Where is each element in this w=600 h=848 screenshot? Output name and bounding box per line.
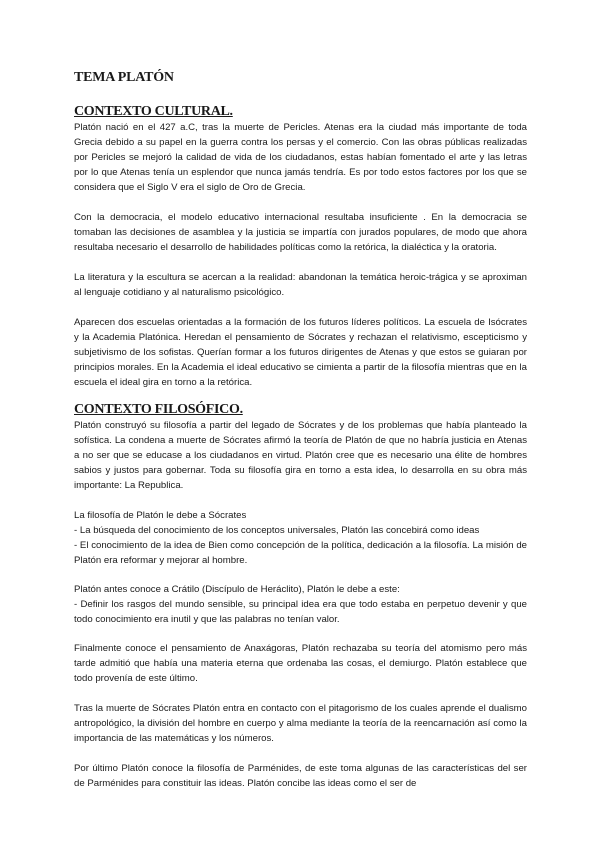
socrates-block: [74, 508, 527, 568]
paragraph: Con la democracia, el modelo educativo internacional resultaba insuficiente . En la democracia se tomaban las decisiones de asamblea y la justicia se impartía con jurados populares, de modo que ahora resultaba necesario el desarrollo de habilidades políticas como la retórica, la dialéctica y la oratoria.: [74, 212, 527, 253]
section-heading-filosofico: CONTEXTO FILOSÓFICO.: [74, 402, 243, 417]
paragraph: Tras la muerte de Sócrates Platón entra en contacto con el pitagorismo de los cuales aprende el dualismo antropológico, la división del hombre en cuerpo y alma mediante la teoría de la reencarnación así como la importancia de las matemáticas y los números.: [74, 703, 527, 744]
document-body: [74, 70, 527, 791]
cratilo-block: [74, 582, 527, 627]
paragraph: Por último Platón conoce la filosofía de Parménides, de este toma algunas de las características del ser de Parménides para constituir las ideas. Platón concibe las ideas como el ser de: [74, 763, 527, 789]
list-item: - La búsqueda del conocimiento de los conceptos universales, Platón las concebirá como ideas: [74, 525, 480, 536]
list-item: - El conocimiento de la idea de Bien como concepción de la política, dedicación a la filosofía. La misión de Platón era reformar y mejorar al hombre.: [74, 540, 527, 566]
list-item: - Definir los rasgos del mundo sensible, su principal idea era que todo estaba en perpetuo devenir y que todo conocimiento era inutil y que las palabras no tenían valor.: [74, 599, 527, 625]
block-intro: Platón antes conoce a Crátilo (Discípulo de Heráclito), Platón le debe a este:: [74, 584, 400, 595]
paragraph: Finalmente conoce el pensamiento de Anaxágoras, Platón rechazaba su teoría del atomismo pero más tarde admitió que había una materia eterna que ordenaba las cosas, el demiurgo. Platón establece que todo provenía de este último.: [74, 643, 527, 684]
document-title: TEMA PLATÓN: [74, 70, 174, 85]
section-heading-cultural: CONTEXTO CULTURAL.: [74, 104, 233, 119]
paragraph: Aparecen dos escuelas orientadas a la formación de los futuros líderes políticos. La escuela de Isócrates y la Academia Platónica. Heredan el pensamiento de Sócrates y rechazan el relativismo, escepticismo y subjetivismo de los sofistas. Querían formar a los futuros dirigentes de Atenas y que estos se guiaran por principios morales. En la Academia el ideal educativo se cimienta a partir de la filosofía mientras que en la escuela el ideal gira en torno a la retórica.: [74, 317, 527, 388]
paragraph: Platón construyó su filosofía a partir del legado de Sócrates y de los problemas que había planteado la sofística. La condena a muerte de Sócrates afirmó la teoría de Platón de que no habría justicia en Atenas a no ser que se educase a los ciudadanos en virtud. Platón cree que es necesario una élite de hombres sabios y justos para gobernar. Toda su filosofía gira en torno a esta idea, lo desarrolla en su obra más importante: La Republica.: [74, 420, 527, 491]
paragraph: La literatura y la escultura se acercan a la realidad: abandonan la temática heroic-trágica y se aproximan al lenguaje cotidiano y al naturalismo psicológico.: [74, 272, 527, 298]
paragraph: Platón nació en el 427 a.C, tras la muerte de Pericles. Atenas era la ciudad más importante de toda Grecia debido a su papel en la guerra contra los persas y el comercio. Con las obras públicas realizadas por Pericles se mejoró la calidad de vida de los ciudadanos, estas habían fomentado el arte y las letras por lo que Atenas tenía un esplendor que nunca jamás tendría. Es por todo estos factores por los que se considera que el Siglo V era el siglo de Oro de Grecia.: [74, 122, 527, 193]
block-intro: La filosofía de Platón le debe a Sócrates: [74, 510, 247, 521]
